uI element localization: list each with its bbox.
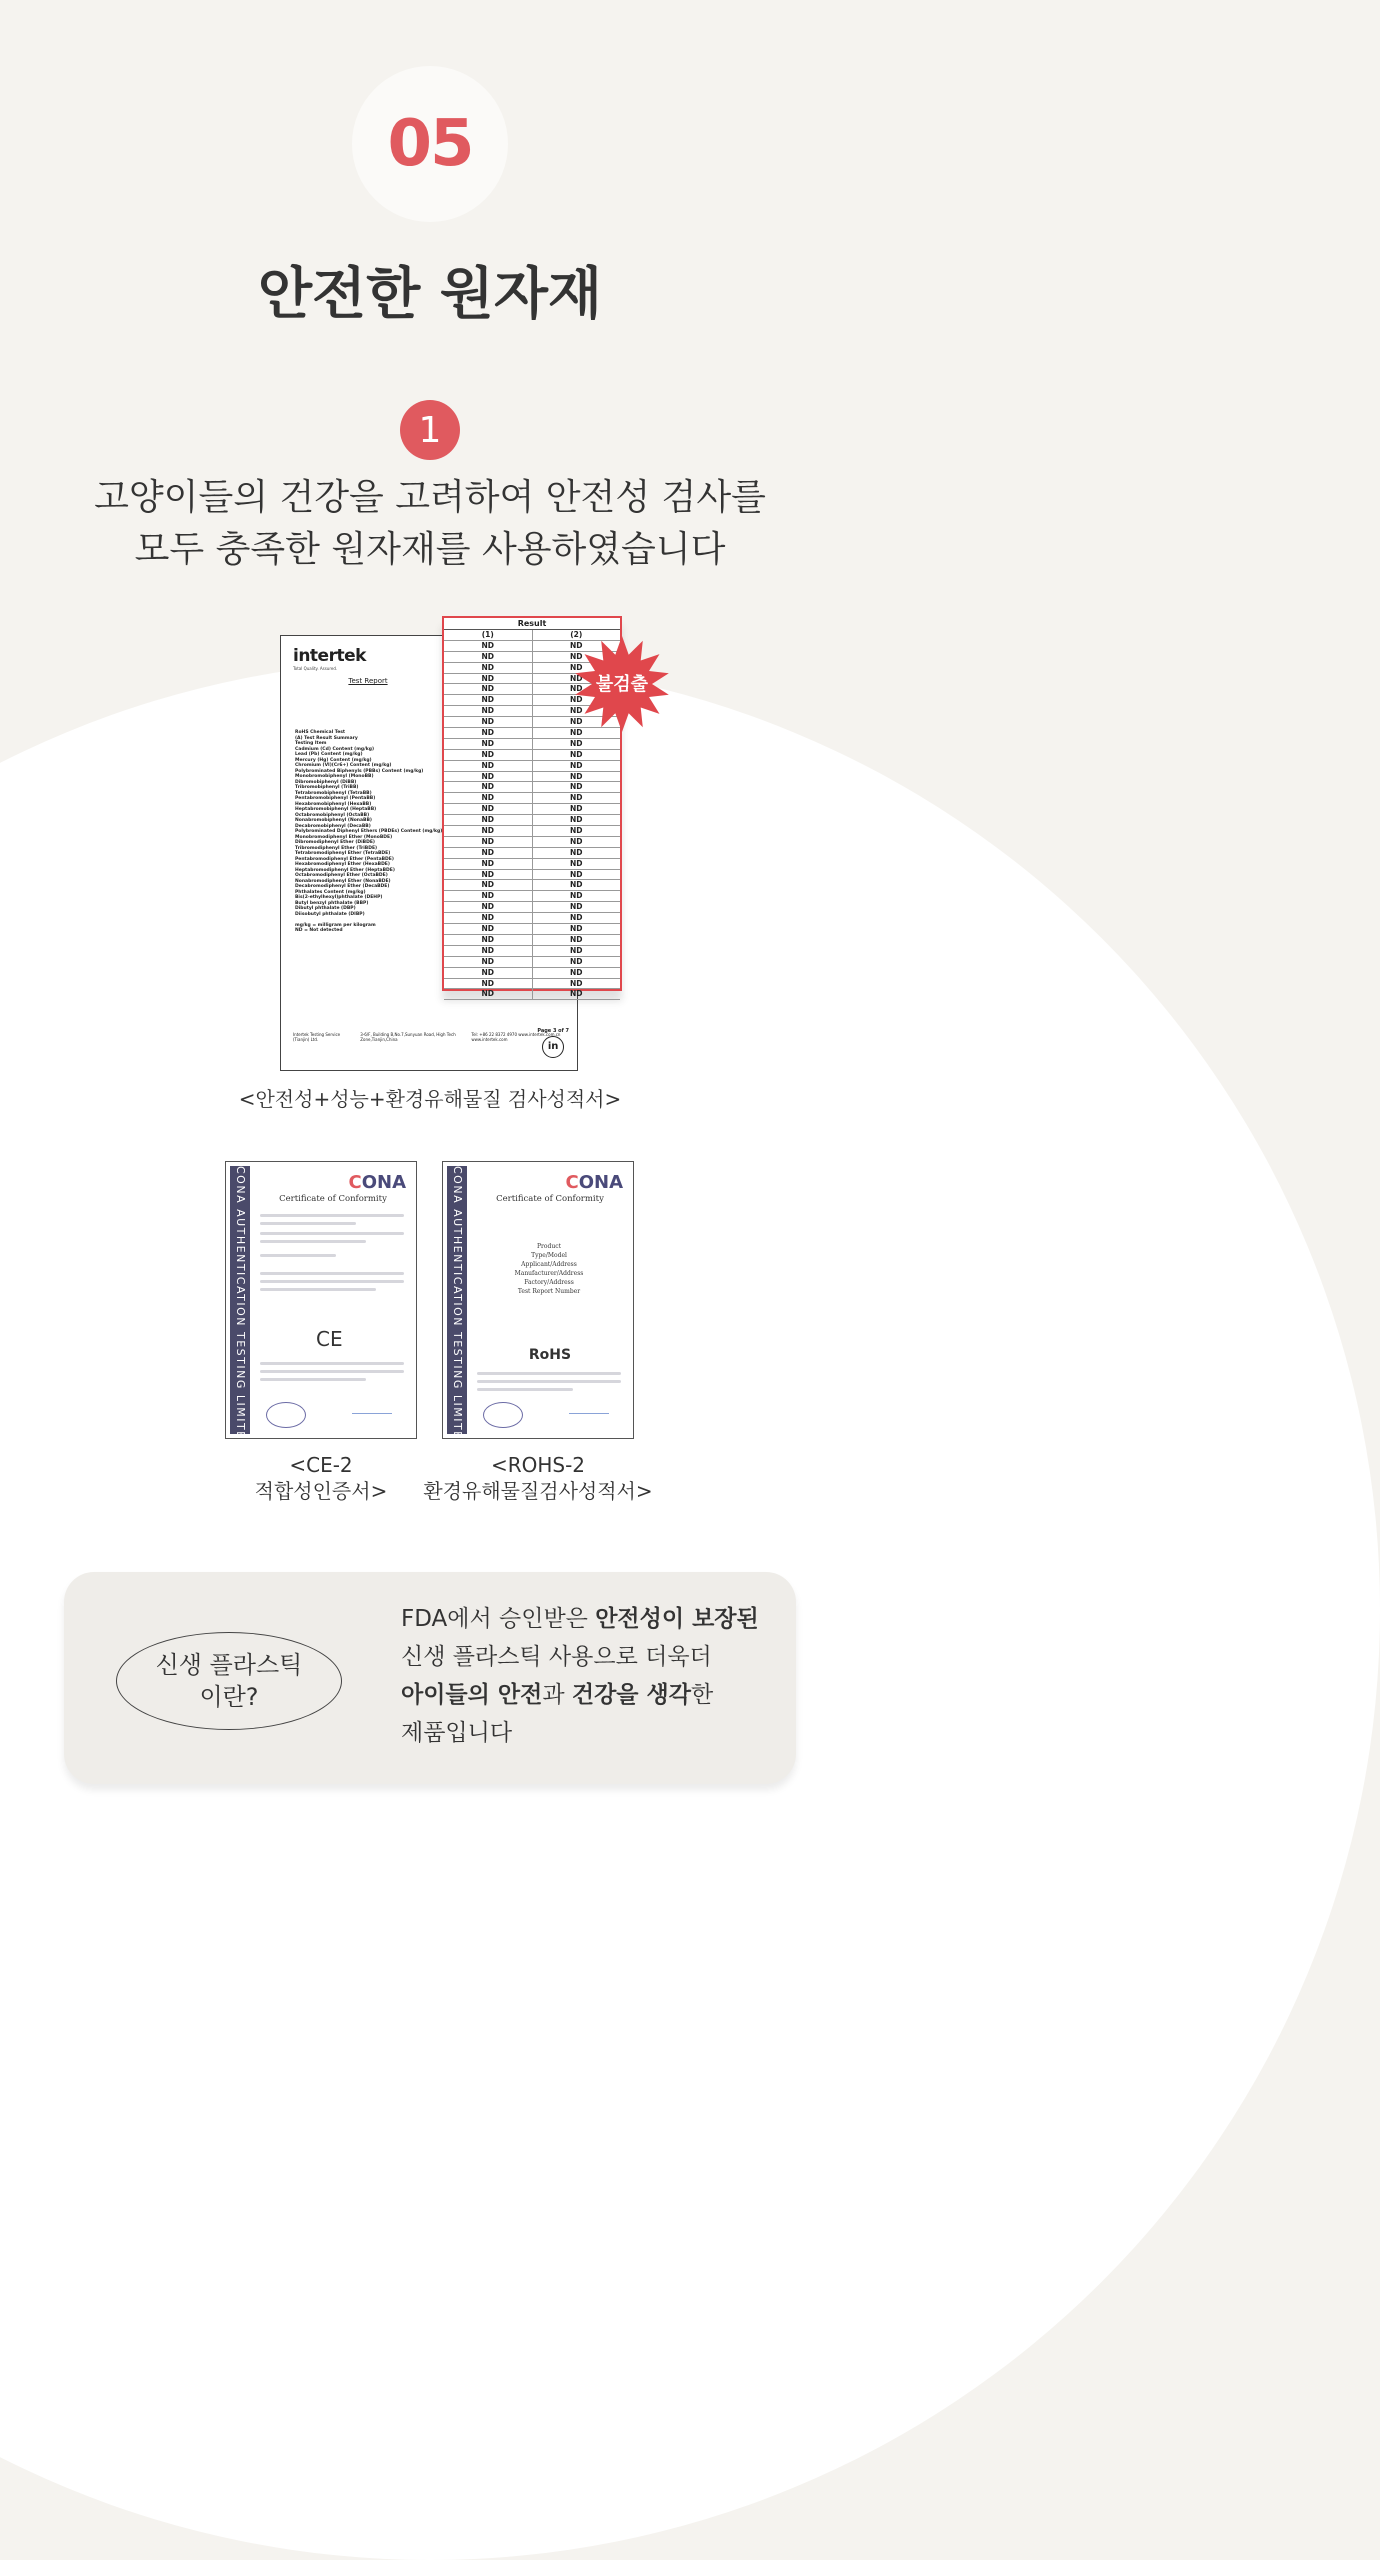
report-test-item: Bis(2-ethylhexyl)phthalate (DEHP) <box>295 895 383 900</box>
intertek-in-logo: in <box>542 1036 564 1058</box>
info-line-3b: 과 <box>542 1682 572 1708</box>
result-cell: ND <box>569 782 583 792</box>
result-row <box>444 946 620 957</box>
report-test-item: Polybrominated Diphenyl Ethers (PBDEs) Content (mg/kg) <box>295 829 443 834</box>
rohs-caption <box>418 1452 658 1504</box>
ce-caption-line-2: 적합성인증서> <box>254 1479 388 1503</box>
result-cell: ND <box>444 946 533 956</box>
report-test-item: Tribromobiphenyl (TriBB) <box>295 785 359 790</box>
report-test-item: Hexabromobiphenyl (HexaBB) <box>295 801 372 807</box>
report-footer-address: 3-6/F, Building B,No.7,Sunyuan Road, High Tech Zone,Tianjin,China <box>360 1032 456 1042</box>
result-row <box>444 913 620 924</box>
result-cell: ND <box>569 717 583 727</box>
ce-certificate <box>225 1161 417 1450</box>
report-test-item: Polybrominated Biphenyls (PBBs) Content (mg/kg) <box>295 768 424 774</box>
result-cell: ND <box>444 870 533 880</box>
result-cell: ND <box>569 880 583 890</box>
cert-field: Type/Model <box>531 1252 567 1259</box>
result-cell: ND <box>444 674 533 684</box>
result-cell: ND <box>444 891 533 901</box>
result-cell: ND <box>569 956 583 966</box>
result-cell: ND <box>444 706 533 716</box>
result-cell: ND <box>444 859 533 869</box>
intertek-tagline: Total Quality. Assured. <box>293 666 338 671</box>
blurred-text <box>260 1232 404 1235</box>
result-row <box>444 989 620 1000</box>
cert-title: Certificate of Conformity <box>496 1194 604 1204</box>
report-test-item: (A) Test Result Summary <box>295 735 358 741</box>
result-cell: ND <box>569 913 583 923</box>
result-row <box>444 793 620 804</box>
result-cell: ND <box>569 684 583 694</box>
result-cell: ND <box>569 706 583 716</box>
signature-icon <box>352 1402 392 1414</box>
ce-caption-line-1: <CE-2 <box>289 1453 353 1477</box>
cert-field: Test Report Number <box>517 1288 581 1295</box>
result-row <box>444 837 620 848</box>
result-cell: ND <box>569 869 583 879</box>
rohs-caption-line-1: <ROHS-2 <box>490 1453 586 1477</box>
report-heading: Test Report <box>348 677 388 685</box>
blurred-text <box>260 1362 404 1365</box>
result-row <box>444 848 620 859</box>
new-plastic-info-box <box>64 1572 796 1784</box>
result-cell: ND <box>444 641 533 651</box>
cert-stamp-icon <box>266 1402 306 1428</box>
point-number-badge: 1 <box>400 400 460 460</box>
report-test-item: Diisobutyl phthalate (DIBP) <box>295 911 365 917</box>
report-test-item: Pentabromodiphenyl Ether (PentaBDE) <box>295 856 394 862</box>
report-caption: <안전성+성능+환경유해물질 검사성적서> <box>238 1087 622 1111</box>
intertek-logo: intertek <box>293 646 366 666</box>
cert-fields <box>471 1242 627 1296</box>
cert-field: Product <box>537 1243 561 1250</box>
report-test-item: Heptabromobiphenyl (HeptaBB) <box>295 807 377 812</box>
result-row <box>444 750 620 761</box>
result-cell: ND <box>569 847 583 857</box>
cona-logo: CONA <box>348 1172 406 1193</box>
result-cell: ND <box>569 804 583 814</box>
result-cell: ND <box>569 651 583 661</box>
info-line-1a: FDA에서 승인받은 <box>401 1606 596 1632</box>
signature-icon <box>569 1402 609 1414</box>
result-cell: ND <box>444 772 533 782</box>
result-cell: ND <box>444 728 533 738</box>
blurred-text <box>477 1388 573 1391</box>
result-cell: ND <box>569 662 583 672</box>
bubble-line-2: 이란? <box>199 1683 259 1711</box>
result-cell: ND <box>569 728 583 738</box>
blurred-text <box>260 1240 366 1243</box>
result-title: Result <box>444 618 620 630</box>
result-cell: ND <box>569 858 583 868</box>
report-test-item: Tribromodiphenyl Ether (TriBDE) <box>295 845 378 851</box>
result-cell: ND <box>444 750 533 760</box>
report-test-item: Cadmium (Cd) Content (mg/kg) <box>295 746 375 752</box>
result-cell: ND <box>569 924 583 934</box>
blurred-text <box>477 1380 621 1383</box>
result-row <box>444 739 620 750</box>
result-cell: ND <box>444 979 533 989</box>
report-test-item: Lead (Pb) Content (mg/kg) <box>295 752 363 757</box>
cert-field: Applicant/Address <box>521 1261 577 1268</box>
report-test-item: Dibromodiphenyl Ether (DiBDE) <box>295 840 375 845</box>
info-line-3c: 건강을 생각 <box>571 1682 691 1708</box>
report-test-item: Dibutyl phthalate (DBP) <box>295 906 356 911</box>
result-cell: ND <box>569 673 583 683</box>
result-cell: ND <box>444 815 533 825</box>
info-line-4: 제품입니다 <box>401 1720 513 1746</box>
result-cell: ND <box>444 913 533 923</box>
report-test-item: Hexabromodiphenyl Ether (HexaBDE) <box>295 862 390 867</box>
result-row <box>444 880 620 891</box>
report-test-item: Pentabromobiphenyl (PentaBB) <box>295 796 376 801</box>
report-test-item: Monobromodiphenyl Ether (MonoBDE) <box>295 834 393 840</box>
result-row <box>444 870 620 881</box>
result-cell: ND <box>569 978 583 988</box>
report-test-item: Chromium (VI)(Cr6+) Content (mg/kg) <box>295 763 392 768</box>
result-cell: ND <box>444 761 533 771</box>
cert-title: Certificate of Conformity <box>279 1194 387 1204</box>
report-test-item: Nonabromobiphenyl (NonaBB) <box>295 818 372 823</box>
rohs-caption-line-2: 환경유해물질검사성적서> <box>423 1479 653 1503</box>
result-cell: ND <box>569 989 583 999</box>
blurred-text <box>260 1280 404 1283</box>
result-row <box>444 782 620 793</box>
result-cell: ND <box>444 902 533 912</box>
bubble-line-1: 신생 플라스틱 <box>155 1651 303 1679</box>
result-cell: ND <box>444 989 533 999</box>
blurred-text <box>260 1370 404 1373</box>
cona-logo: CONA <box>565 1172 623 1193</box>
result-row <box>444 761 620 772</box>
result-row <box>444 891 620 902</box>
lead-line-2: 모두 충족한 원자재를 사용하였습니다 <box>134 529 726 570</box>
report-test-item: Nonabromodiphenyl Ether (NonaBDE) <box>295 878 391 884</box>
info-line-2: 신생 플라스틱 사용으로 더욱더 <box>401 1644 712 1670</box>
section-number: 05 <box>387 107 473 181</box>
result-cell: ND <box>444 826 533 836</box>
result-cell: ND <box>569 793 583 803</box>
rohs-mark: RoHS <box>528 1347 572 1363</box>
cert-strip-text: CONA AUTHENTICATION TESTING LIMITED <box>451 1166 464 1450</box>
section-title: 안전한 원자재 <box>257 262 603 327</box>
cert-field: Factory/Address <box>524 1279 574 1286</box>
report-footer-company: Intertek Testing Service (Tianjin) Ltd. <box>293 1032 341 1042</box>
report-test-item: Octabromodiphenyl Ether (OctaBDE) <box>295 873 388 878</box>
report-footer <box>293 1032 563 1042</box>
result-cell: ND <box>569 836 583 846</box>
ce-mark: CE <box>316 1327 343 1351</box>
result-row <box>444 859 620 870</box>
result-cell: ND <box>444 924 533 934</box>
result-cell: ND <box>444 695 533 705</box>
result-row <box>444 968 620 979</box>
cert-strip-text: CONA AUTHENTICATION TESTING LIMITED <box>234 1166 247 1450</box>
result-cell: ND <box>444 652 533 662</box>
result-cell: ND <box>569 934 583 944</box>
result-cell: ND <box>444 739 533 749</box>
blurred-text <box>260 1254 336 1257</box>
result-cell: ND <box>444 782 533 792</box>
result-cell: ND <box>444 717 533 727</box>
blurred-text <box>260 1272 404 1275</box>
result-cell: ND <box>569 826 583 836</box>
result-row <box>444 815 620 826</box>
info-line-1b: 안전성이 보장된 <box>595 1606 759 1632</box>
info-description <box>401 1600 759 1752</box>
result-cell: ND <box>444 684 533 694</box>
result-column-label: (1) <box>444 630 533 640</box>
result-row <box>444 924 620 935</box>
result-cell: ND <box>569 967 583 977</box>
result-column-label: (2) <box>570 630 583 639</box>
result-row <box>444 804 620 815</box>
report-page-marker <box>537 1028 569 1058</box>
result-row <box>444 979 620 990</box>
result-cell: ND <box>444 935 533 945</box>
result-cell: ND <box>444 968 533 978</box>
report-test-item: mg/kg = milligram per kilogram <box>295 922 376 928</box>
lead-line-1: 고양이들의 건강을 고려하여 안전성 검사를 <box>94 477 766 518</box>
section-number-circle <box>352 66 508 222</box>
result-cell: ND <box>569 891 583 901</box>
result-row <box>444 935 620 946</box>
report-test-item: Mercury (Hg) Content (mg/kg) <box>295 757 372 763</box>
ce-caption <box>225 1452 417 1504</box>
report-test-item: Butyl benzyl phthalate (BBP) <box>295 900 369 906</box>
result-cell: ND <box>569 738 583 748</box>
result-cell: ND <box>569 760 583 770</box>
result-cell: ND <box>569 815 583 825</box>
result-cell: ND <box>569 945 583 955</box>
report-test-item: Decabromodiphenyl Ether (DecaBDE) <box>295 884 390 889</box>
new-plastic-bubble <box>116 1632 342 1730</box>
report-test-item: Heptabromodiphenyl Ether (HeptaBDE) <box>295 867 395 873</box>
report-test-item: Dibromobiphenyl (DiBB) <box>295 779 357 785</box>
report-test-item: Tetrabromobiphenyl (TetraBB) <box>295 790 372 796</box>
cert-stamp-icon <box>483 1402 523 1428</box>
info-line-3a: 아이들의 안전 <box>401 1682 543 1708</box>
blurred-text <box>477 1372 621 1375</box>
report-footer-contact: Tel: +86 22 8372 4970 www.intertek.com.cn www.intertek.com <box>471 1032 561 1042</box>
report-test-item: Decabromobiphenyl (DecaBB) <box>295 823 371 829</box>
result-cell: ND <box>569 640 583 650</box>
rohs-certificate <box>442 1161 634 1450</box>
result-cell: ND <box>444 804 533 814</box>
report-test-item: Octabromobiphenyl (OctaBB) <box>295 812 370 818</box>
report-test-item: RoHS Chemical Test <box>295 730 346 735</box>
result-cell: ND <box>444 880 533 890</box>
report-test-items <box>295 730 445 934</box>
report-page-number: Page 3 of 7 <box>537 1028 569 1034</box>
result-row <box>444 902 620 913</box>
result-row <box>444 957 620 968</box>
result-cell: ND <box>569 902 583 912</box>
report-test-item: Testing Item <box>295 741 327 746</box>
blurred-text <box>260 1288 376 1291</box>
result-cell: ND <box>444 957 533 967</box>
blurred-text <box>260 1222 356 1225</box>
result-cell: ND <box>569 749 583 759</box>
result-cell: ND <box>444 793 533 803</box>
cert-field: Manufacturer/Address <box>514 1270 584 1277</box>
result-cell: ND <box>444 837 533 847</box>
report-test-item: Phthalates Content (mg/kg) <box>295 889 366 895</box>
blurred-text <box>260 1214 404 1217</box>
result-row <box>444 772 620 783</box>
report-test-item: Monobromobiphenyl (MonoBB) <box>295 774 374 779</box>
not-detected-label: 불검출 <box>595 674 649 695</box>
info-line-3d: 한 <box>690 1682 714 1708</box>
result-row <box>444 826 620 837</box>
lead-text <box>0 472 860 576</box>
result-cell: ND <box>569 695 583 705</box>
result-cell: ND <box>569 771 583 781</box>
blurred-text <box>260 1378 366 1381</box>
report-test-item: ND = Not detected <box>295 928 343 933</box>
report-test-item: Tetrabromodiphenyl Ether (TetraBDE) <box>295 851 391 856</box>
result-cell: ND <box>444 663 533 673</box>
result-cell: ND <box>444 848 533 858</box>
